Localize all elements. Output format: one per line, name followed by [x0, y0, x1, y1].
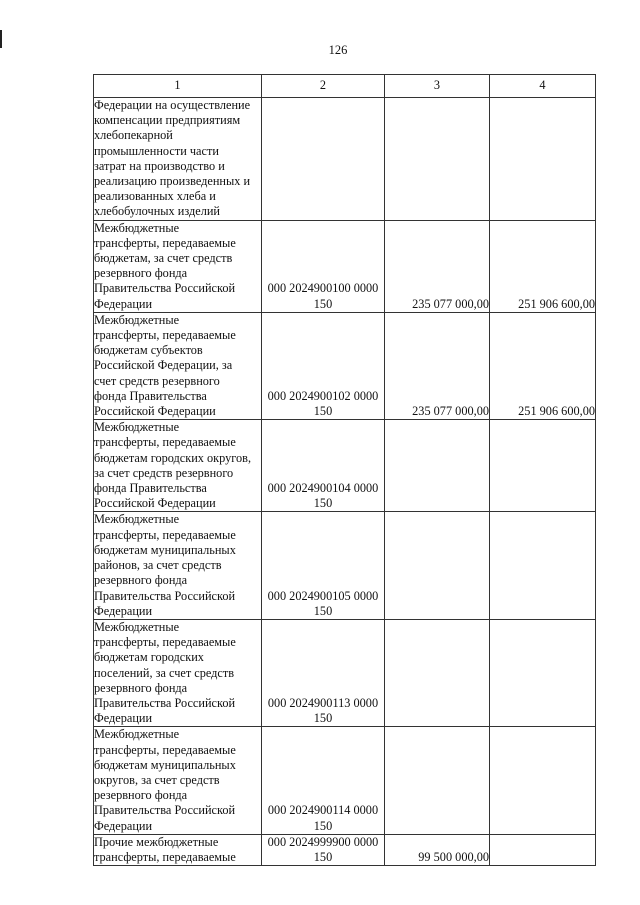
- column-header-1: 1: [94, 75, 262, 98]
- column-header-3: 3: [385, 75, 490, 98]
- row-code: 000 2024900114 0000 150: [262, 727, 385, 834]
- row-name: Межбюджетные трансферты, передаваемые бюджетам муниципальных округов, за счет средств резервного фонда Правительства Российской Федерации: [94, 727, 262, 834]
- table-row: [94, 727, 596, 834]
- row-code: 000 2024900105 0000 150: [262, 512, 385, 619]
- page-number: 126: [328, 43, 348, 57]
- row-code: 000 2024900102 0000 150: [262, 312, 385, 419]
- table-row: [94, 420, 596, 512]
- row-value-2024: [385, 619, 490, 726]
- row-value-2025: [490, 512, 596, 619]
- row-value-2025: [490, 420, 596, 512]
- row-value-2024: [385, 512, 490, 619]
- column-header-2: 2: [262, 75, 385, 98]
- row-value-2024: 235 077 000,00: [385, 220, 490, 312]
- row-name: Межбюджетные трансферты, передаваемые бюджетам субъектов Российской Федерации, за счет средств резервного фонда Правительства Российской Федерации: [94, 312, 262, 419]
- row-code: 000 2024999900 0000 150: [262, 834, 385, 865]
- row-value-2024: 99 500 000,00: [385, 834, 490, 865]
- row-value-2025: 251 906 600,00: [490, 220, 596, 312]
- row-code: 000 2024900113 0000 150: [262, 619, 385, 726]
- row-name: Федерации на осуществление компенсации предприятиям хлебопекарной промышленности части затрат на производство и реализацию произведенных и реализованных хлеба и хлебобулочных изделий: [94, 98, 262, 221]
- row-value-2025: [490, 98, 596, 221]
- budget-table: [93, 74, 596, 866]
- row-value-2024: [385, 98, 490, 221]
- row-name: Межбюджетные трансферты, передаваемые бюджетам муниципальных районов, за счет средств резервного фонда Правительства Российской Федерации: [94, 512, 262, 619]
- row-value-2024: [385, 727, 490, 834]
- row-value-2025: [490, 727, 596, 834]
- row-value-2025: [490, 834, 596, 865]
- table-row: [94, 220, 596, 312]
- row-code: [262, 98, 385, 221]
- row-value-2025: 251 906 600,00: [490, 312, 596, 419]
- row-value-2025: [490, 619, 596, 726]
- row-name: Межбюджетные трансферты, передаваемые бюджетам городских округов, за счет средств резервного фонда Правительства Российской Федерации: [94, 420, 262, 512]
- row-name: Прочие межбюджетные трансферты, передаваемые: [94, 834, 262, 865]
- row-name: Межбюджетные трансферты, передаваемые бюджетам, за счет средств резервного фонда Правительства Российской Федерации: [94, 220, 262, 312]
- table-row: [94, 619, 596, 726]
- row-code: 000 2024900104 0000 150: [262, 420, 385, 512]
- table-row: [94, 312, 596, 419]
- row-value-2024: [385, 420, 490, 512]
- row-code: 000 2024900100 0000 150: [262, 220, 385, 312]
- table-row: [94, 512, 596, 619]
- column-header-4: 4: [490, 75, 596, 98]
- table-row: [94, 98, 596, 221]
- row-value-2024: 235 077 000,00: [385, 312, 490, 419]
- header-row: [94, 75, 596, 98]
- row-name: Межбюджетные трансферты, передаваемые бюджетам городских поселений, за счет средств резервного фонда Правительства Российской Федерации: [94, 619, 262, 726]
- table-row: [94, 834, 596, 865]
